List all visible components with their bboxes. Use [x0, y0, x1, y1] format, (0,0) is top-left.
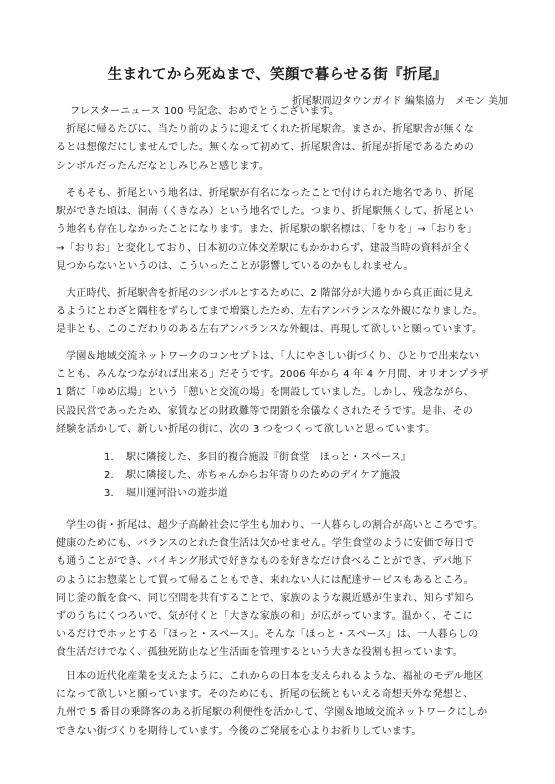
- text-line: 九州で 5 番目の乗降客のある折尾駅の利便性を活かして、学園＆地域交流ネットワークにしか: [56, 707, 488, 719]
- list-item: [104, 485, 484, 503]
- text-line: う地名も存在しなかったことになります。また、折尾駅の駅名標は、「をりを」→「おりを」: [56, 224, 477, 236]
- list-text: 駅に隣接した、多目的複合施設『街食堂 ほっと・スペース』: [126, 452, 412, 463]
- text-line: 折尾に帰るたびに、当たり前のように迎えてくれた折尾駅舎。まさか、折尾駅舎が無くな: [66, 124, 474, 136]
- text-line: 大正時代、折尾駅舎を折尾のシンボルとするために、2 階部分が大通りから真正面に見え: [66, 288, 474, 299]
- text-line: 食生活だけでなく、孤独死防止など生活面を管理するという大きな役割も担っています。: [56, 647, 463, 659]
- text-line: 是非とも、このこだわりのある左右アンバランスな外観は、再現して欲しいと願っています。: [56, 324, 483, 336]
- text-line: ことも、みんなつながれば出来る」だそうです。2006 年から 4 年 4 ケ月間、オリオンプラザ: [56, 369, 489, 381]
- text-line: のようにお惣菜として買って帰ることもでき、来れない人には配達サービスもあるところ。: [56, 574, 474, 586]
- text-line: るとは想像だにしませんでした。無くなって初めて、折尾駅舎は、折尾が折尾であるための: [56, 142, 474, 154]
- text-line: も通うことができ、バイキング形式で好きなものを好きなだけ食べることができ、デパ地下: [56, 556, 473, 568]
- paragraph-closing: [56, 668, 496, 741]
- list-number: 1．: [104, 452, 121, 463]
- text-line: 日本の近代化産業を支えたように、これからの日本を支えられるような、福祉のモデル地区: [66, 671, 484, 682]
- author-byline: 折尾駅周辺タウンガイド 編集協力 メモン 美加: [291, 96, 508, 107]
- text-line: フレスターニュース 100 号記念、おめでとうございます。: [70, 106, 340, 117]
- text-line: 民設民営であったため、家賃などの財政難等で閉鎖を余儀なくされたそうです。是非、その: [56, 405, 473, 417]
- text-line: →「おりお」と変化しており、日本初の立体交差駅にもかかわらず、建設当時の資料が全く: [56, 242, 472, 254]
- paragraph-taisho-era: [56, 285, 496, 340]
- paragraph-greeting: [56, 103, 496, 176]
- text-line: ずのうちにくつろいで、気が付くと「大きな家族の和」が広がっています。温かく、そこに: [56, 610, 473, 622]
- list-item: [104, 449, 484, 467]
- text-line: 駅ができた頃は、洞南（くきなみ）という地名でした。つまり、折尾駅無くして、折尾とい: [56, 206, 474, 218]
- wish-list: [104, 449, 484, 503]
- text-line: そもそも、折尾という地名は、折尾駅が有名になったことで付けられた地名であり、折尾: [66, 188, 474, 199]
- text-line: 学園＆地域交流ネットワークのコンセプトは、「人にやさしい街づくり、ひとりで出来ない: [66, 351, 480, 362]
- list-text: 駅に隣接した、赤ちゃんからお年寄りのためのデイケア施設: [126, 470, 401, 481]
- paragraph-hot-space: [56, 517, 496, 663]
- list-number: 2．: [104, 470, 121, 481]
- paragraph-network-concept: [56, 348, 496, 439]
- article-title: 生まれてから死ぬまで、笑顔で暮らせる街『折尾』: [107, 67, 448, 83]
- text-line: いるだけでホッとする「ほっと・スペース」。そんな「ほっと・スペース」は、一人暮らしの: [56, 629, 479, 641]
- text-line: 同じ釜の飯を食べ、同じ空間を共有することで、家族のような親近感が生まれ、知らず知ら: [56, 592, 475, 604]
- list-item: [104, 467, 484, 485]
- text-line: 見つからないというのは、こういったことが影響しているのかもしれません。: [56, 260, 414, 272]
- text-line: るようにとわざと隅柱をずらしてまで増築したため、左右アンバランスな外観になりました。: [56, 306, 483, 318]
- text-line: 経験を活かして、新しい折尾の街に、次の 3 つをつくって欲しいと思っています。: [56, 423, 436, 435]
- text-line: 学生の街・折尾は、超少子高齢社会に学生も加わり、一人暮らしの割合が高いところです。: [66, 520, 484, 531]
- text-line: できない街づくりを期待しています。今後のご発展を心よりお祈りしています。: [56, 725, 422, 737]
- list-text: 堀川運河沿いの遊歩道: [126, 488, 228, 499]
- text-line: 健康のためにも、バランスのとれた食生活は欠かせません。学生食堂のように安価で毎日で: [56, 538, 475, 550]
- paragraph-place-name: [56, 185, 496, 276]
- list-number: 3．: [104, 488, 121, 499]
- text-line: 1 階に「ゆめ広場」という「憩いと交流の場」を開設していました。しかし、残念ながら、: [56, 387, 474, 399]
- text-line: になって欲しいと願っています。そのためにも、折尾の伝統ともいえる奇想天外な発想と、: [56, 689, 474, 701]
- text-line: シンボルだったんだなとしみじみと感じます。: [56, 160, 270, 172]
